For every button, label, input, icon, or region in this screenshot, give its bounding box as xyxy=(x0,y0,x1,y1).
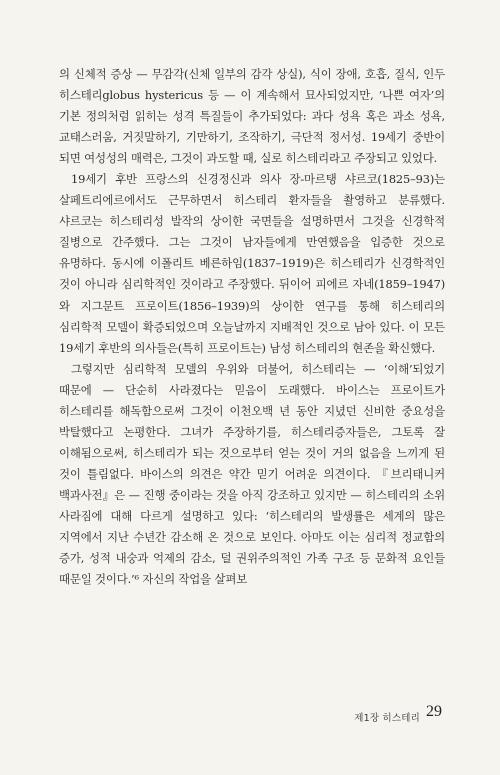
body-text xyxy=(59,64,445,590)
page-footer xyxy=(0,703,500,727)
page-number: 29 xyxy=(426,703,442,720)
paragraph-psychological-model: 그렇지만 심리학적 모델의 우위와 더불어, 히스테리는 — ‘이해’되었기 때문에 — 단순히 사라졌다는 믿음이 도래했다. 바이스는 프로이트가 히스테리를 해독함으로써 그것이 이천오백 년 동안 지녔던 신비한 중요성을 박탈했다고 논평한다. 그녀가 주장하기를, 히스테리증자들은, 그토록 잘 이해됨으로써, 히스테리가 되는 것으로부터 얻는 것이 거의 없음을 느끼게 된 것이 틀림없다. 바이스의 의견은 약간 믿기 어려운 의견이다. 『브리태니커 백과사전』은 — 진행 중이라는 것을 아직 강조하고 있지만 — 히스테리의 소위 사라짐에 대해 다르게 설명하고 있다: ‘히스테리의 발생률은 세계의 많은 지역에서 지난 수년간 감소해 온 것으로 보인다. 아마도 이는 심리적 정교함의 증가, 성적 내숭과 억제의 감소, 덜 권위주의적인 가족 구조 등 문화적 요인들 때문일 것이다.’⁶ 자신의 작업을 살펴보 xyxy=(59,361,445,587)
running-chapter-title: 제1장 히스테리 xyxy=(354,713,420,724)
paragraph-charcot: 19세기 후반 프랑스의 신경정신과 의사 장-마르탱 샤르코(1825–93)는 살페트리에르에서도 근무하면서 히스테리 환자들을 촬영하고 분류했다. 샤르코는 히스테리성 발작의 상이한 국면들을 설명하면서 그것을 신경학적 질병으로 간주했다. 그는 그것이 남자들에게 만연했음을 입증한 것으로 유명하다. 동시에 이폴리트 베른하임(1837–1919)은 히스테리가 신경학적인 것이 아니라 심리학적인 것이라고 주장했다. 뒤이어 피에르 자네(1859–1947)와 지그문트 프로이트(1856–1939)의 상이한 연구를 통해 히스테리의 심리학적 모델이 확증되었으며 오늘날까지 지배적인 것으로 남아 있다. 이 모든 19세기 후반의 의사들은(특히 프로이트는) 남성 히스테리의 현존을 확신했다. xyxy=(59,172,445,355)
paragraph-continued: 의 신체적 증상 — 무감각(신체 일부의 감각 상실), 식이 장애, 호흡, 질식, 인두 히스테리globus hystericus 등 — 이 계속해서 묘사되었지만, ‘나쁜 여자’의 기본 정의처럼 읽히는 성격 특질들이 추가되었다: 과다 성욕 혹은 과소 성욕, 교태스러움, 거짓말하기, 기만하기, 조작하기, 극단적 정서성. 19세기 중반이 되면 여성성의 매력은, 그것이 과도할 때, 실로 히스테리라고 주장되고 있었다. xyxy=(59,67,445,166)
